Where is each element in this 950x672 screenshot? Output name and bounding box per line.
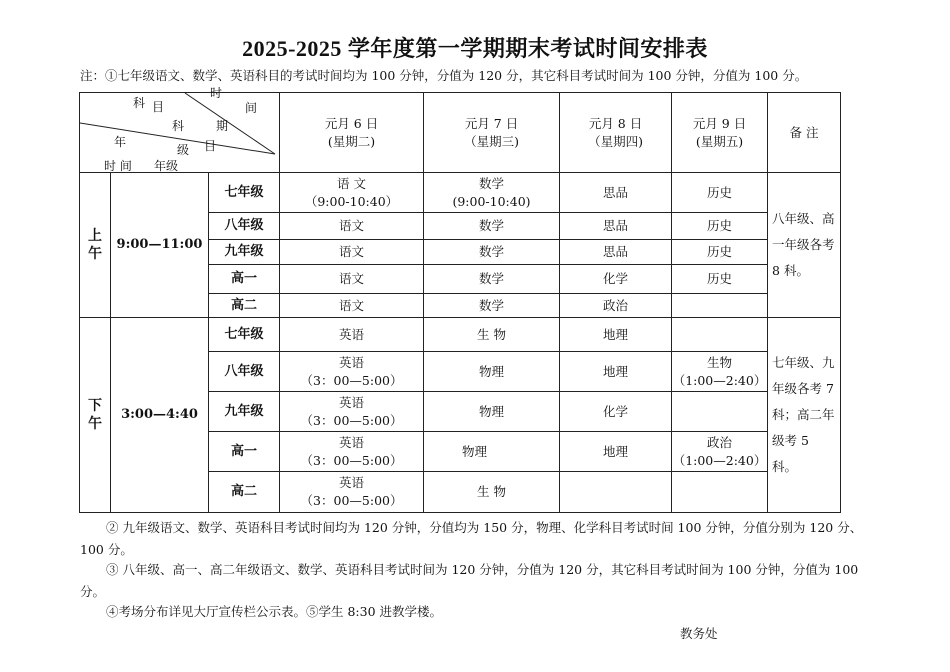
grade-cell: 高一: [209, 265, 280, 294]
subject-cell: 政治 （1:00—2:40）: [672, 432, 768, 472]
subject-cell: [672, 392, 768, 432]
office-signature: 教务处: [680, 626, 718, 641]
subject-cell: 历史: [672, 173, 768, 213]
subject-cell: 地理: [560, 432, 672, 472]
subject-cell: 化学: [560, 265, 672, 294]
grade-cell: 高一: [209, 432, 280, 472]
subject-cell: [672, 318, 768, 352]
day-header-3: 元月 8 日 （星期四): [560, 93, 672, 173]
subject-cell: 语文: [280, 240, 424, 265]
grade-cell: 高二: [209, 472, 280, 513]
subject-cell: 物理: [424, 432, 560, 472]
subject-cell: 历史: [672, 265, 768, 294]
subject-cell: 英语 （3：00—5:00）: [280, 472, 424, 513]
diag-ke: 科: [133, 96, 146, 110]
subject-cell: 英语 （3：00—5:00）: [280, 392, 424, 432]
grade-cell: 九年级: [209, 392, 280, 432]
subject-cell: 数学 (9:00-10:40): [424, 173, 560, 213]
remark-afternoon: 七年级、九年级各考 7 科；高二年级考 5 科。: [768, 318, 841, 513]
diag-ke2: 科: [172, 119, 185, 133]
diagonal-header-cell: [80, 86, 280, 173]
subject-cell: 物理: [424, 392, 560, 432]
day-header-4: 元月 9 日 (星期五): [672, 93, 768, 173]
diag-mu2: 目: [204, 139, 217, 153]
grade-cell: 八年级: [209, 352, 280, 392]
subject-cell: 政治: [560, 294, 672, 318]
subject-cell: [560, 472, 672, 513]
diag-qi: 期: [216, 119, 229, 133]
subject-cell: 数学: [424, 213, 560, 240]
remark-header: 备 注: [768, 93, 841, 173]
grade-cell: 七年级: [209, 318, 280, 352]
subject-cell: 英语: [280, 318, 424, 352]
remark-morning: 八年级、高一年级各考 8 科。: [768, 173, 841, 318]
subject-cell: 数学: [424, 240, 560, 265]
diag-jian: 间: [245, 101, 258, 115]
subject-cell: 生物 （1:00—2:40）: [672, 352, 768, 392]
subject-cell: 语文: [280, 294, 424, 318]
grade-cell: 八年级: [209, 213, 280, 240]
subject-cell: 物理: [424, 352, 560, 392]
subject-cell: 思品: [560, 173, 672, 213]
table-row: [80, 173, 841, 213]
subject-cell: 英语 （3：00—5:00）: [280, 352, 424, 392]
subject-cell: 化学: [560, 392, 672, 432]
subject-cell: 生 物: [424, 472, 560, 513]
subject-cell: 地理: [560, 318, 672, 352]
period-morning: 上 午: [80, 173, 111, 318]
diag-grade: 年级: [154, 159, 179, 173]
subject-cell: 英语 （3：00—5:00）: [280, 432, 424, 472]
note-1: 注：①七年级语文、数学、英语科目的考试时间均为 100 分钟，分值为 120 分，其它科目考试时间为 100 分钟，分值为 100 分。: [80, 68, 808, 83]
morning-time: 9:00—11:00: [111, 173, 209, 318]
footnote-2: ② 九年级语文、数学、英语科目考试时间均为 120 分钟，分值均为 150 分，物理、化学科目考试时间 100 分钟，分值分别为 120 分、100 分。: [80, 520, 863, 557]
subject-cell: 历史: [672, 213, 768, 240]
subject-cell: [672, 472, 768, 513]
subject-cell: 地理: [560, 352, 672, 392]
day-header-2: 元月 7 日 （星期三): [424, 93, 560, 173]
diag-mu1: 目: [152, 100, 165, 114]
header-row: [80, 93, 841, 173]
subject-cell: 数学: [424, 265, 560, 294]
afternoon-time: 3:00—4:40: [111, 318, 209, 513]
subject-cell: 思品: [560, 213, 672, 240]
footnote-4: ④考场分布详见大厅宣传栏公示表。⑤学生 8:30 进教学楼。: [106, 604, 443, 619]
page-title: 2025-2025 学年度第一学期期末考试时间安排表: [242, 36, 708, 61]
footnote-3: ③ 八年级、高一、高二年级语文、数学、英语科目考试时间为 120 分钟，分值为 120 分，其它科目考试时间为 100 分钟，分值为 100 分。: [80, 562, 859, 599]
day-header-1: 元月 6 日 (星期二): [280, 93, 424, 173]
grade-cell: 高二: [209, 294, 280, 318]
subject-cell: 思品: [560, 240, 672, 265]
diag-shi: 时: [210, 86, 223, 100]
diag-time: 时 间: [104, 159, 132, 173]
subject-cell: 语文: [280, 213, 424, 240]
subject-cell: 数学: [424, 294, 560, 318]
table-row: [80, 318, 841, 352]
diag-nian: 年: [114, 135, 127, 149]
subject-cell: [672, 294, 768, 318]
subject-cell: 语 文 （9:00-10:40）: [280, 173, 424, 213]
exam-schedule-table: [79, 86, 841, 513]
subject-cell: 语文: [280, 265, 424, 294]
grade-cell: 七年级: [209, 173, 280, 213]
subject-cell: 历史: [672, 240, 768, 265]
subject-cell: 生 物: [424, 318, 560, 352]
period-afternoon: 下 午: [80, 318, 111, 513]
diag-ji: 级: [177, 143, 190, 157]
grade-cell: 九年级: [209, 240, 280, 265]
